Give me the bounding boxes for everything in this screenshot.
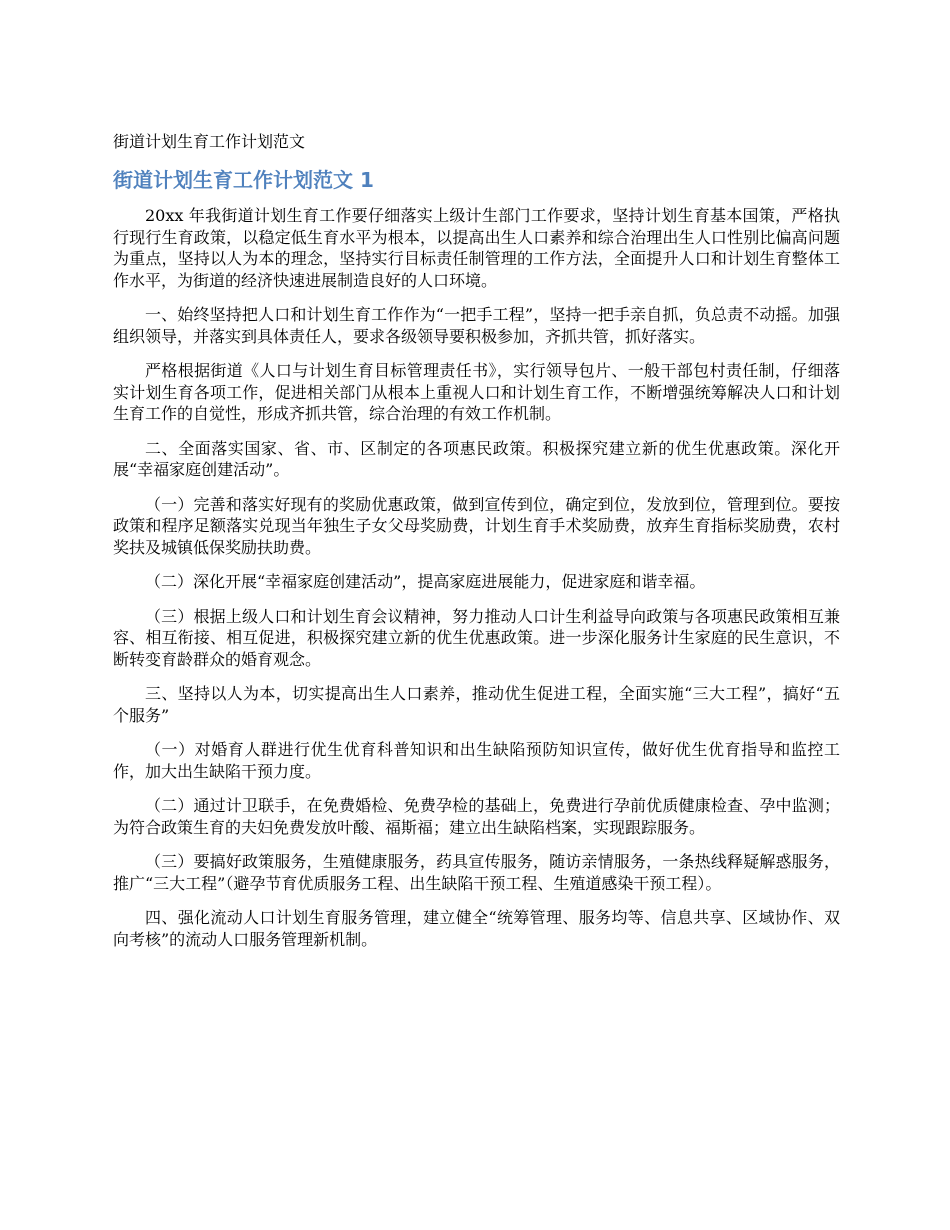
paragraph-point-3-sub-2: （二）通过计卫联手，在免费婚检、免费孕检的基础上，免费进行孕前优质健康检查、孕中监测；为符合政策生育的夫妇免费发放叶酸、福斯福；建立出生缺陷档案，实现跟踪服务。 — [113, 796, 840, 837]
paragraph-point-2-sub-3: （三）根据上级人口和计划生育会议精神，努力推动人口计生利益导向政策与各项惠民政策相互兼容、相互衔接、相互促进，积极探究建立新的优生优惠政策。进一步深化服务计生家庭的民生意识，不断转变育龄群众的婚育观念。 — [113, 606, 840, 669]
paragraph-point-3-sub-3: （三）要搞好政策服务，生殖健康服务，药具宣传服务，随访亲情服务，一条热线释疑解惑服务，推广“三大工程”（避孕节育优质服务工程、出生缺陷干预工程、生殖道感染干预工程）。 — [113, 852, 840, 893]
paragraph-responsibility: 严格根据街道《人口与计划生育目标管理责任书》，实行领导包片、一般干部包村责任制，仔细落实计划生育各项工作，促进相关部门从根本上重视人口和计划生育工作，不断增强统筹解决人口和计划生育工作的自觉性，形成齐抓共管，综合治理的有效工作机制。 — [113, 361, 840, 423]
paragraph-point-2-sub-2: （二）深化开展“幸福家庭创建活动”，提高家庭进展能力，促进家庭和谐幸福。 — [145, 572, 706, 591]
paragraph-point-2-sub-1: （一）完善和落实好现有的奖励优惠政策，做到宣传到位，确定到位，发放到位，管理到位。要按政策和程序足额落实兑现当年独生子女父母奖励费，计划生育手术奖励费，放弃生育指标奖励费，农村奖扶及城镇低保奖励扶助费。 — [113, 494, 840, 557]
paragraph-intro: 20xx 年我街道计划生育工作要仔细落实上级计生部门工作要求，坚持计划生育基本国策，严格执行现行生育政策，以稳定低生育水平为根本，以提高出生人口素养和综合治理出生人口性别比偏高问题为重点，坚持以人为本的理念，坚持实行目标责任制管理的工作方法，全面提升人口和计划生育整体工作水平，为街道的经济快速进展制造良好的人口环境。 — [113, 206, 840, 290]
document-body — [113, 205, 840, 963]
paragraph-point-2: 二、全面落实国家、省、市、区制定的各项惠民政策。积极探究建立新的优生优惠政策。深化开展“幸福家庭创建活动”。 — [113, 438, 840, 479]
paragraph-point-4: 四、强化流动人口计划生育服务管理，建立健全“统筹管理、服务均等、信息共享、区域协作、双向考核”的流动人口服务管理新机制。 — [113, 908, 840, 949]
paragraph-point-3: 三、坚持以人为本，切实提高出生人口素养，推动优生促进工程，全面实施“三大工程”，搞好“五个服务” — [113, 684, 840, 725]
document-title: 街道计划生育工作计划范文 — [113, 132, 306, 151]
paragraph-point-3-sub-1: （一）对婚育人群进行优生优育科普知识和出生缺陷预防知识宣传，做好优生优育指导和监控工作，加大出生缺陷干预力度。 — [113, 740, 840, 781]
section-heading: 街道计划生育工作计划范文 1 — [113, 168, 374, 192]
paragraph-point-1: 一、始终坚持把人口和计划生育工作作为“一把手工程”，坚持一把手亲自抓，负总责不动摇。加强组织领导，并落实到具体责任人，要求各级领导要积极参加，齐抓共管，抓好落实。 — [113, 305, 840, 346]
